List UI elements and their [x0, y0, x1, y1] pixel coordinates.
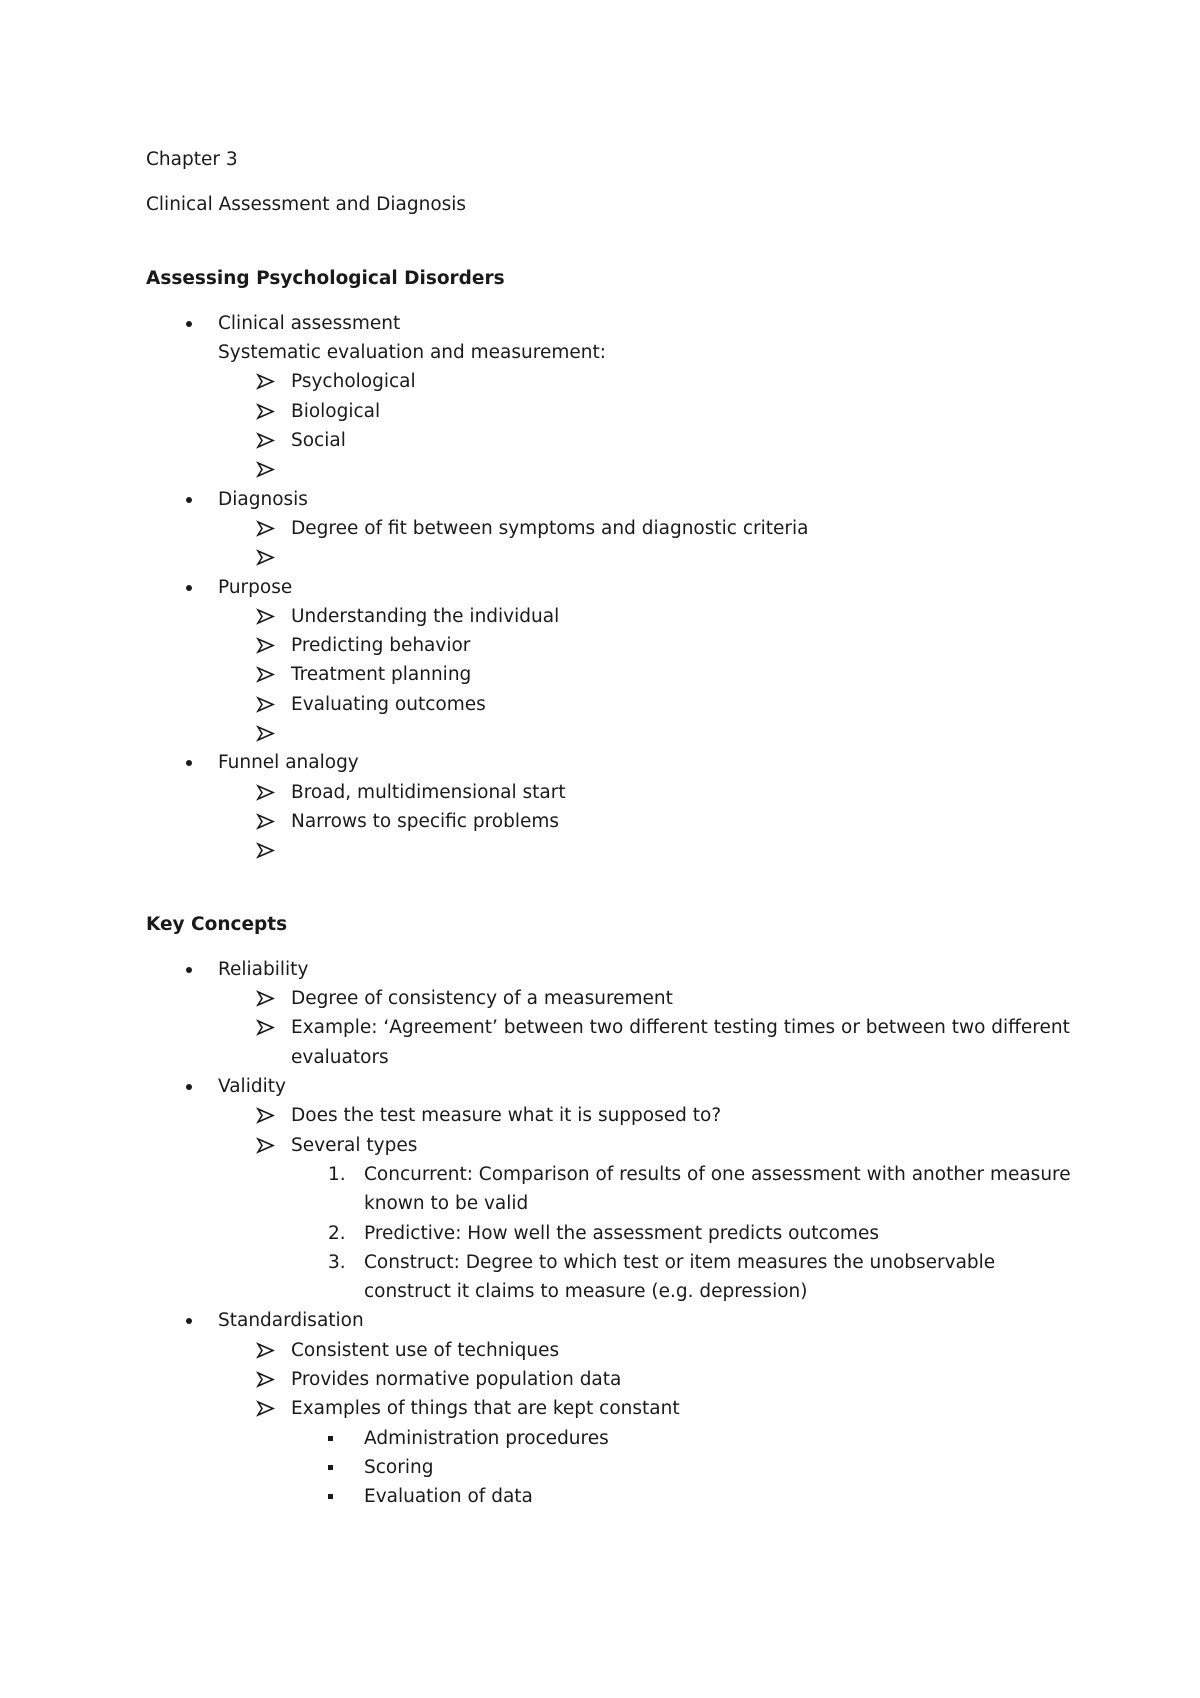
square-bullet-icon — [328, 1494, 333, 1499]
sub-item-empty — [146, 719, 1086, 748]
sub-item-understanding: Understanding the individual — [146, 602, 1086, 631]
sub-item-agreement-example: Example: ‘Agreement’ between two different testing times or between two different evaluators — [146, 1013, 1086, 1072]
list-item-clinical-assessment — [146, 309, 1086, 338]
list-number: 3. — [328, 1251, 346, 1273]
arrow-bullet-icon — [256, 690, 276, 719]
list-item-validity: Validity — [146, 1072, 1086, 1101]
arrow-bullet-icon — [256, 778, 276, 807]
sub-item-biological: Biological — [146, 397, 1086, 426]
sub-item-degree-of-fit: Degree of fit between symptoms and diagnostic criteria — [146, 514, 1086, 543]
sub-item-empty — [146, 455, 1086, 484]
arrow-bullet-icon — [256, 631, 276, 660]
constant-item-administration: Administration procedures — [146, 1424, 1086, 1453]
sub-item-empty — [146, 836, 1086, 865]
list-item-purpose: Purpose — [146, 573, 1086, 602]
bullet-icon — [186, 760, 192, 766]
list-item-label: Clinical assessment — [218, 312, 401, 334]
sub-item-does-test-measure: Does the test measure what it is supposed to? — [146, 1101, 1086, 1130]
list-number: 2. — [328, 1222, 346, 1244]
bullet-icon — [186, 585, 192, 591]
constant-item-scoring: Scoring — [146, 1453, 1086, 1482]
sub-item-treatment: Treatment planning — [146, 660, 1086, 689]
arrow-bullet-icon — [256, 602, 276, 631]
list-number: 1. — [328, 1163, 346, 1185]
chapter-subtitle: Clinical Assessment and Diagnosis — [146, 194, 467, 216]
bullet-icon — [186, 497, 192, 503]
sub-item-consistency: Degree of consistency of a measurement — [146, 984, 1086, 1013]
arrow-bullet-icon — [256, 455, 276, 484]
sub-item-social: Social — [146, 426, 1086, 455]
arrow-bullet-icon — [256, 660, 276, 689]
sub-item-narrows: Narrows to specific problems — [146, 807, 1086, 836]
sub-item-psychological: Psychological — [146, 367, 1086, 396]
document-content — [146, 145, 1086, 1511]
chapter-label: Chapter 3 — [146, 149, 238, 170]
arrow-bullet-icon — [256, 984, 276, 1013]
bullet-icon — [186, 1318, 192, 1324]
arrow-bullet-icon — [256, 397, 276, 426]
arrow-bullet-icon — [256, 1101, 276, 1130]
arrow-bullet-icon — [256, 719, 276, 748]
square-bullet-icon — [328, 1465, 333, 1470]
numbered-item-concurrent: 1. Concurrent: Comparison of results of one assessment with another measure known to be valid — [146, 1160, 1086, 1219]
clinical-assessment-description: Systematic evaluation and measurement: — [218, 342, 606, 364]
sub-item-broad: Broad, multidimensional start — [146, 778, 1086, 807]
arrow-bullet-icon — [256, 1394, 276, 1423]
sub-item-kept-constant: Examples of things that are kept constant — [146, 1394, 1086, 1423]
arrow-bullet-icon — [256, 543, 276, 572]
arrow-bullet-icon — [256, 1131, 276, 1160]
arrow-bullet-icon — [256, 1365, 276, 1394]
sub-item-evaluating: Evaluating outcomes — [146, 690, 1086, 719]
bullet-icon — [186, 967, 192, 973]
numbered-item-construct: 3. Construct: Degree to which test or item measures the unobservable construct it claims to measure (e.g. depression) — [146, 1248, 1086, 1307]
bullet-icon — [186, 1084, 192, 1090]
list-item-reliability: Reliability — [146, 955, 1086, 984]
sub-item-predicting: Predicting behavior — [146, 631, 1086, 660]
sub-item-empty — [146, 543, 1086, 572]
arrow-bullet-icon — [256, 514, 276, 543]
square-bullet-icon — [328, 1436, 333, 1441]
sub-item-normative-data: Provides normative population data — [146, 1365, 1086, 1394]
arrow-bullet-icon — [256, 1336, 276, 1365]
bullet-icon — [186, 321, 192, 327]
list-item-funnel: Funnel analogy — [146, 748, 1086, 777]
arrow-bullet-icon — [256, 807, 276, 836]
arrow-bullet-icon — [256, 367, 276, 396]
arrow-bullet-icon — [256, 426, 276, 455]
numbered-item-predictive: 2. Predictive: How well the assessment predicts outcomes — [146, 1219, 1086, 1248]
section-heading-key-concepts: Key Concepts — [146, 913, 288, 935]
constant-item-evaluation: Evaluation of data — [146, 1482, 1086, 1511]
list-item-standardisation: Standardisation — [146, 1306, 1086, 1335]
sub-item-several-types: Several types — [146, 1131, 1086, 1160]
list-item-diagnosis: Diagnosis — [146, 485, 1086, 514]
sub-item-consistent-use: Consistent use of techniques — [146, 1336, 1086, 1365]
section-heading-assessing: Assessing Psychological Disorders — [146, 267, 505, 289]
arrow-bullet-icon — [256, 836, 276, 865]
arrow-bullet-icon — [256, 1013, 276, 1042]
